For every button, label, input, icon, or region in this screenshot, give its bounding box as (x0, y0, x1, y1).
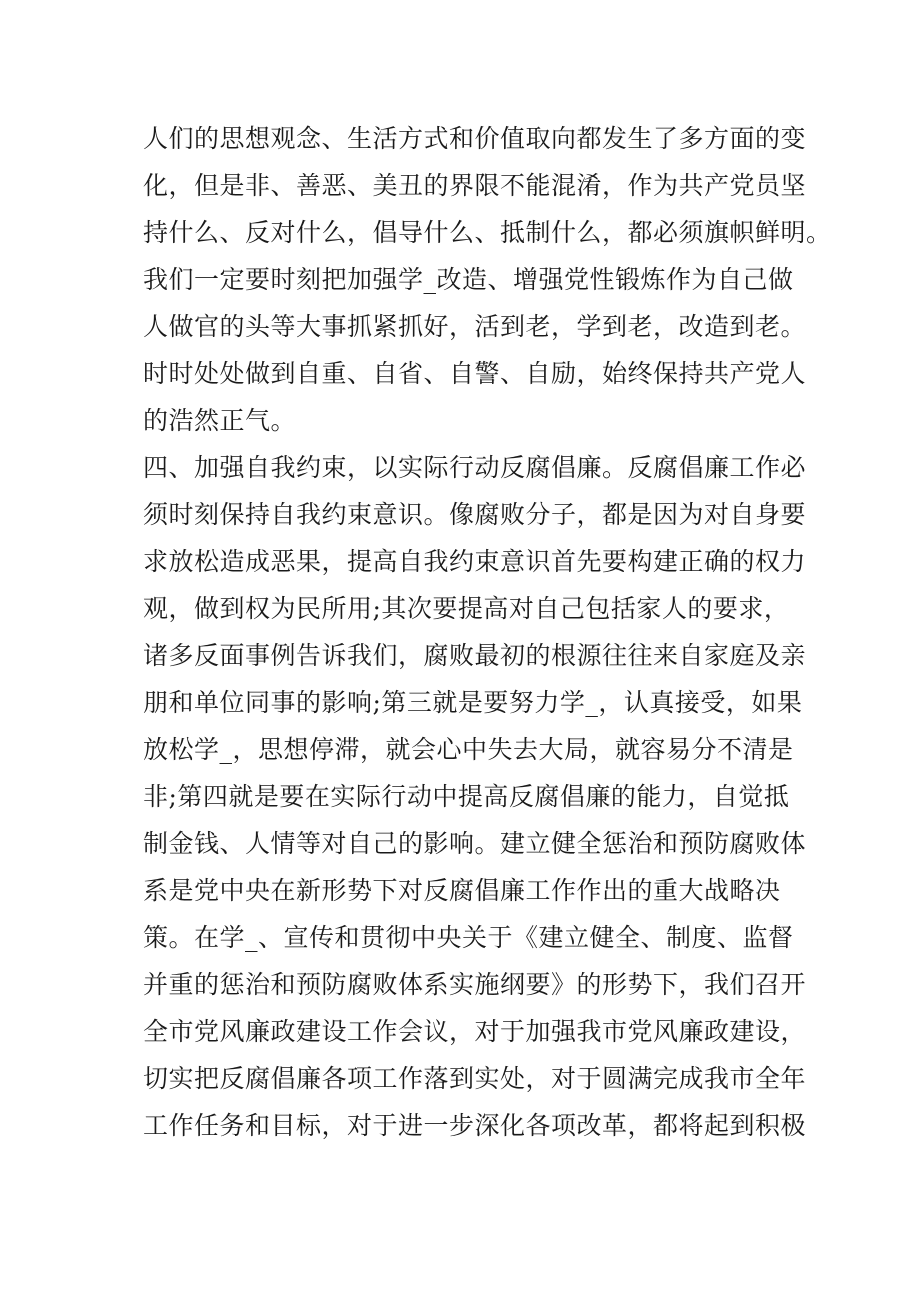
text-line: 朋和单位同事的影响;第三就是要努力学_，认真接受，如果 (143, 688, 803, 717)
text-line: 工作任务和目标，对于进一步深化各项改革，都将起到积极 (143, 1111, 807, 1140)
text-line: 人们的思想观念、生活方式和价值取向都发生了多方面的变 (143, 124, 807, 153)
text-line: 求放松造成恶果，提高自我约束意识首先要构建正确的权力 (143, 547, 807, 576)
text-line: 诸多反面事例告诉我们，腐败最初的根源往往来自家庭及亲 (143, 641, 807, 670)
text-line: 切实把反腐倡廉各项工作落到实处，对于圆满完成我市全年 (143, 1064, 807, 1093)
text-line: 并重的惩治和预防腐败体系实施纲要》的形势下，我们召开 (143, 970, 807, 999)
text-line: 的浩然正气。 (143, 406, 297, 435)
text-line: 化，但是非、善恶、美丑的界限不能混淆，作为共产党员坚 (143, 171, 807, 200)
text-line: 持什么、反对什么，倡导什么、抵制什么，都必须旗帜鲜明。 (143, 218, 832, 247)
text-line: 策。在学_、宣传和贯彻中央关于《建立健全、制度、监督 (143, 923, 794, 952)
text-line: 非;第四就是要在实际行动中提高反腐倡廉的能力，自觉抵 (143, 782, 790, 811)
text-line: 我们一定要时刻把加强学_改造、增强党性锻炼作为自己做 (143, 265, 794, 294)
text-line: 观，做到权为民所用;其次要提高对自己包括家人的要求， (143, 594, 790, 623)
text-line: 放松学_，思想停滞，就会心中失去大局，就容易分不清是 (143, 735, 794, 764)
text-line: 全市党风廉政建设工作会议，对于加强我市党风廉政建设， (143, 1017, 807, 1046)
text-line: 系是党中央在新形势下对反腐倡廉工作作出的重大战略决 (143, 876, 781, 905)
document-body-text (143, 115, 832, 1149)
text-line: 须时刻保持自我约束意识。像腐败分子，都是因为对自身要 (143, 500, 807, 529)
text-line: 时时处处做到自重、自省、自警、自励，始终保持共产党人 (143, 359, 807, 388)
text-line: 人做官的头等大事抓紧抓好，活到老，学到老，改造到老。 (143, 312, 807, 341)
section-heading-line: 四、加强自我约束，以实际行动反腐倡廉。反腐倡廉工作必 (143, 453, 807, 482)
text-line: 制金钱、人情等对自己的影响。建立健全惩治和预防腐败体 (143, 829, 807, 858)
